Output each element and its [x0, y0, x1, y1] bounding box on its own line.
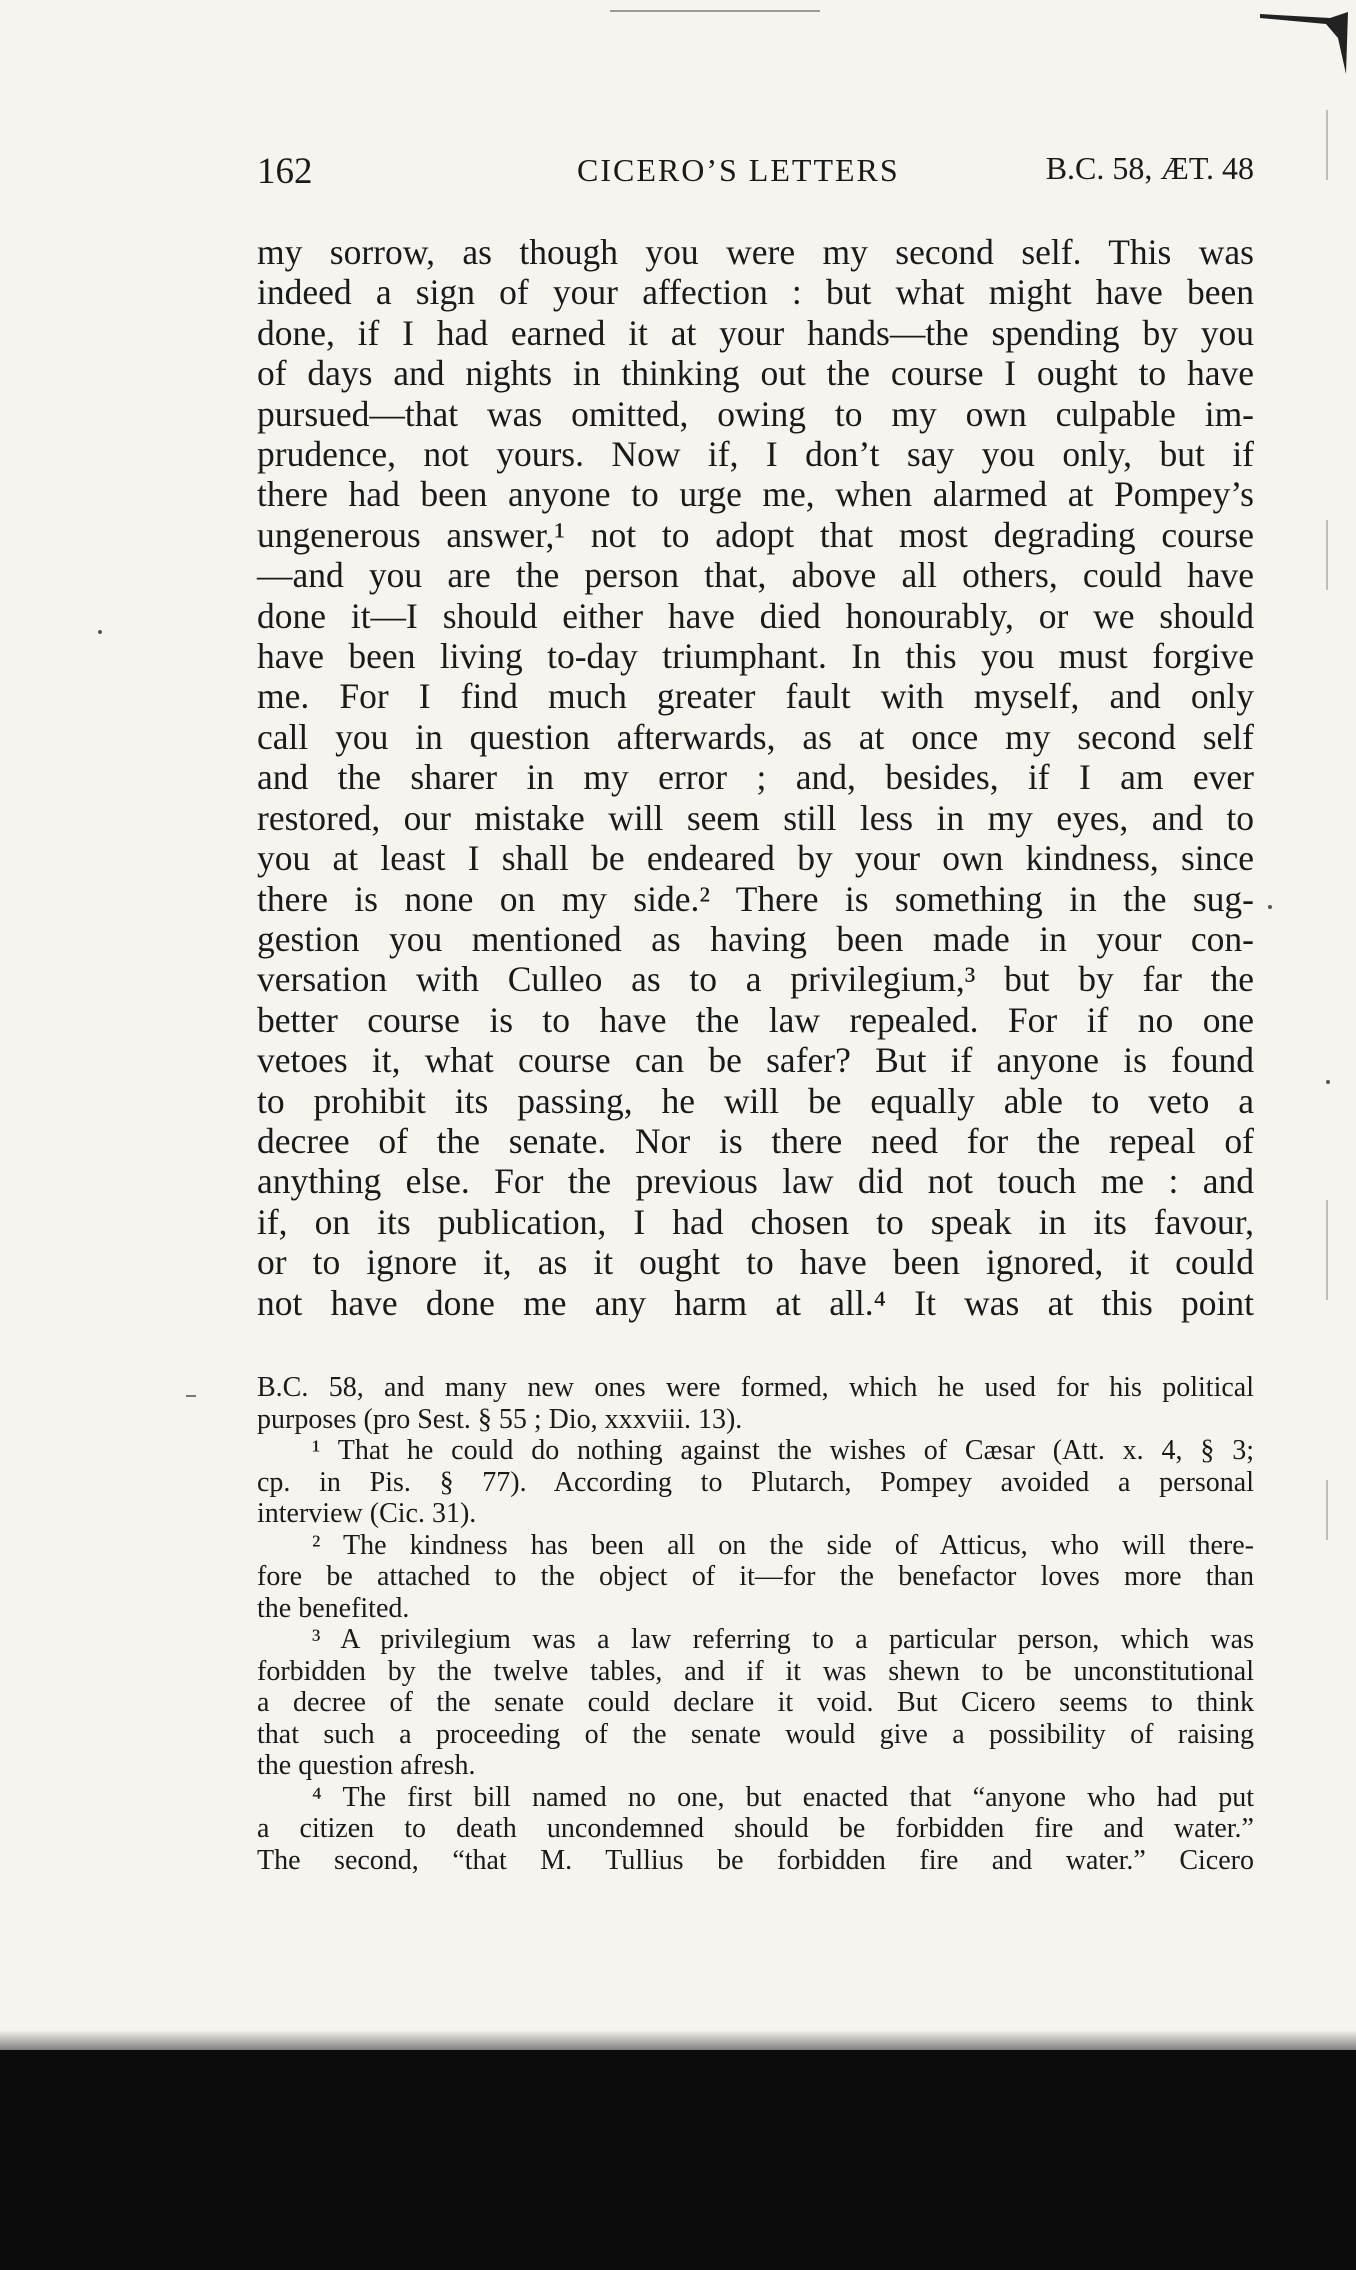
footnote-line: ³ A privilegium was a law referring to a particular person, which was: [312, 1624, 1254, 1655]
footnote-line: the question afresh.: [257, 1750, 476, 1781]
footnote-line: interview (Cic. 31).: [257, 1498, 477, 1529]
footnote-line: that such a proceeding of the senate would give a possibility of raising: [257, 1718, 1254, 1750]
body-line: indeed a sign of your affection : but what might have been: [257, 272, 1254, 313]
body-line: there had been anyone to urge me, when alarmed at Pompey’s: [257, 474, 1254, 515]
footnote-line: forbidden by the twelve tables, and if it was shewn to be unconstitutional: [257, 1655, 1254, 1687]
page-header: [257, 150, 1254, 200]
scan-dash: [186, 1395, 196, 1397]
right-edge-line-1: [1326, 110, 1328, 180]
body-line: my sorrow, as though you were my second self. This was: [257, 232, 1254, 272]
scan-speck: [1268, 905, 1272, 909]
body-line: done it—I should either have died honourably, or we should: [257, 595, 1254, 636]
running-title: CICERO’S LETTERS: [577, 152, 900, 188]
body-line: done, if I had earned it at your hands—the spending by you: [257, 312, 1254, 353]
body-line: you at least I shall be endeared by your own kindness, since: [257, 838, 1254, 879]
footnote-line: purposes (pro Sest. § 55 ; Dio, xxxviii. 13).: [257, 1403, 743, 1435]
body-line: if, on its publication, I had chosen to speak in its favour,: [257, 1201, 1254, 1242]
footnote-line: ² The kindness has been all on the side of Atticus, who will there-: [312, 1529, 1254, 1561]
body-line: anything else. For the previous law did not touch me : and: [257, 1161, 1254, 1202]
running-date: B.C. 58, ÆT. 48: [1045, 150, 1254, 186]
body-text: [257, 232, 1254, 1323]
page-number: 162: [257, 151, 313, 192]
footnote-line: B.C. 58, and many new ones were formed, which he used for his political: [257, 1372, 1254, 1403]
body-line: and the sharer in my error ; and, besides, if I am ever: [257, 757, 1254, 798]
body-line: vetoes it, what course can be safer? But if anyone is found: [257, 1040, 1254, 1081]
footnote-continuation: [257, 1372, 1254, 1435]
body-line: ungenerous answer,¹ not to adopt that most degrading course: [257, 514, 1254, 555]
footnote-3: [257, 1624, 1254, 1782]
body-line: pursued—that was omitted, owing to my own culpable im-: [257, 393, 1254, 434]
right-edge-line-2: [1326, 520, 1328, 590]
body-line: have been living to-day triumphant. In this you must forgive: [257, 636, 1254, 677]
body-line: gestion you mentioned as having been made in your con-: [257, 918, 1254, 959]
body-line: —and you are the person that, above all others, could have: [257, 555, 1254, 596]
right-edge-line-4: [1326, 1480, 1328, 1540]
footnote-line: The second, “that M. Tullius be forbidden fire and water.” Cicero: [257, 1844, 1254, 1876]
scan-speck: [1326, 1080, 1330, 1084]
corner-scan-mark: [1260, 8, 1350, 78]
footnote-line: fore be attached to the object of it—for the benefactor loves more than: [257, 1561, 1254, 1592]
body-line: to prohibit its passing, he will be equally able to veto a: [257, 1080, 1254, 1121]
footnote-line: ⁴ The first bill named no one, but enacted that “anyone who had put: [312, 1781, 1254, 1813]
scan-speck: [98, 630, 102, 634]
footnote-4: [257, 1782, 1254, 1877]
scan-dark-border: [0, 2050, 1356, 2270]
body-line: of days and nights in thinking out the course I ought to have: [257, 353, 1254, 394]
footnote-line: the benefited.: [257, 1592, 410, 1624]
footnote-2: [257, 1530, 1254, 1625]
footnote-1: [257, 1435, 1254, 1530]
footnote-line: ¹ That he could do nothing against the wishes of Cæsar (Att. x. 4, § 3;: [312, 1435, 1254, 1466]
footnote-line: cp. in Pis. § 77). According to Plutarch, Pompey avoided a personal: [257, 1466, 1254, 1498]
footnotes: [257, 1372, 1254, 1876]
body-line: not have done me any harm at all.⁴ It was at this point: [257, 1282, 1254, 1323]
footnote-line: a citizen to death uncondemned should be forbidden fire and water.”: [257, 1813, 1254, 1844]
body-line: there is none on my side.² There is something in the sug-: [257, 878, 1254, 919]
body-line: decree of the senate. Nor is there need for the repeal of: [257, 1120, 1254, 1161]
right-edge-line-3: [1326, 1200, 1328, 1300]
body-line: call you in question afterwards, as at once my second self: [257, 716, 1254, 757]
body-line: prudence, not yours. Now if, I don’t say you only, but if: [257, 434, 1254, 475]
body-line: better course is to have the law repealed. For if no one: [257, 999, 1254, 1040]
body-line: or to ignore it, as it ought to have been ignored, it could: [257, 1242, 1254, 1283]
body-line: me. For I find much greater fault with myself, and only: [257, 676, 1254, 717]
top-rule: [610, 10, 820, 12]
footnote-line: a decree of the senate could declare it void. But Cicero seems to think: [257, 1687, 1254, 1718]
body-line: restored, our mistake will seem still less in my eyes, and to: [257, 797, 1254, 838]
body-line: versation with Culleo as to a privilegium,³ but by far the: [257, 959, 1254, 1000]
